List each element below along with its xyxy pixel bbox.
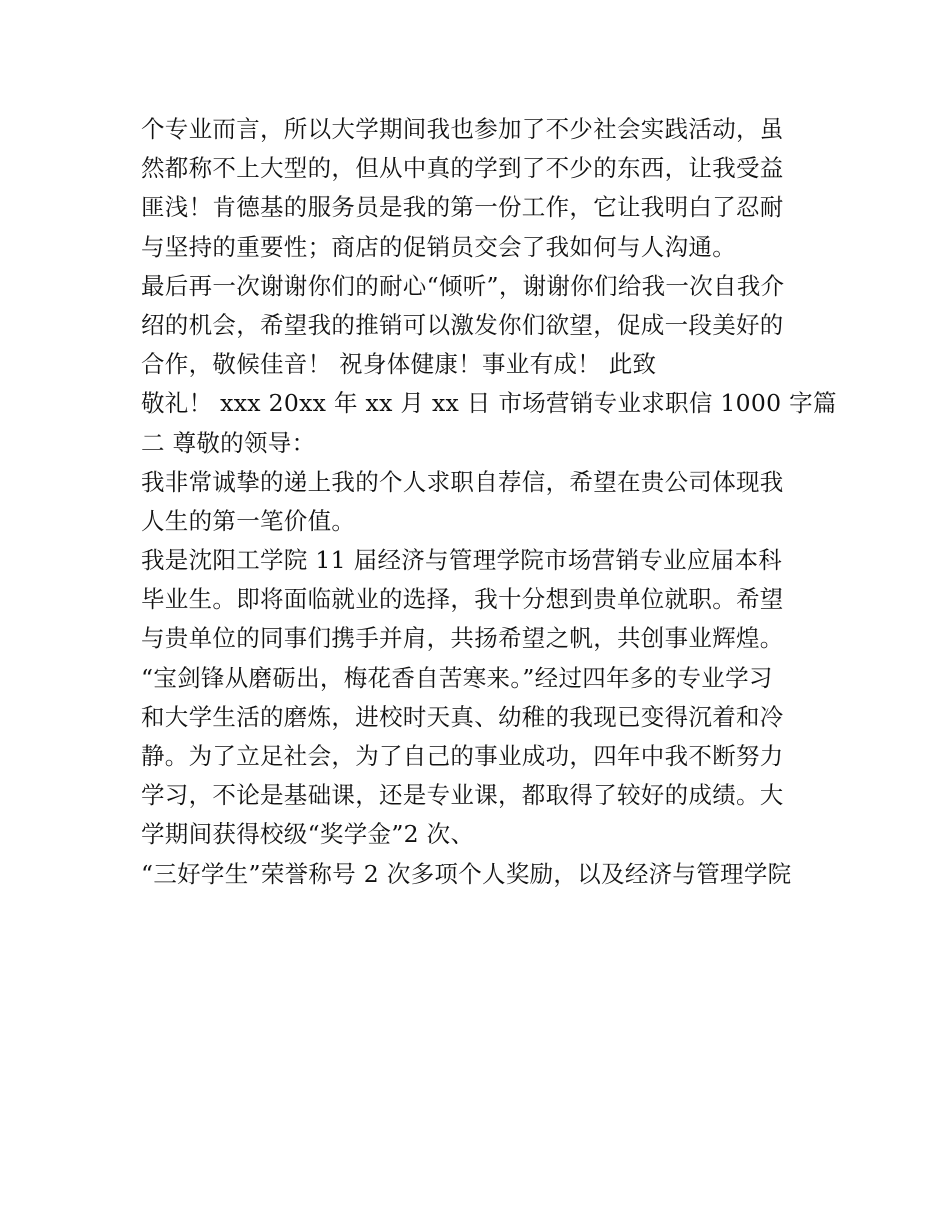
text-line: 我非常诚挚的递上我的个人求职自荐信，希望在贵公司体现我 [141, 467, 784, 496]
text-line: 我是沈阳工学院 11 届经济与管理学院市场营销专业应届本科 [141, 546, 783, 575]
text-line: 和大学生活的磨炼，进校时天真、幼稚的我现已变得沉着和冷 [141, 702, 784, 731]
text-line: 合作，敬候佳音！ 祝身体健康！事业有成！ 此致 [141, 350, 657, 379]
text-line: 最后再一次谢谢你们的耐心“倾听”，谢谢你们给我一次自我介 [141, 271, 785, 300]
text-line: 与坚持的重要性；商店的促销员交会了我如何与人沟通。 [141, 232, 736, 261]
text-line: 然都称不上大型的，但从中真的学到了不少的东西，让我受益 [141, 154, 784, 183]
text-line: 学期间获得校级“奖学金”2 次、 [141, 820, 475, 849]
text-line: 毕业生。即将面临就业的选择，我十分想到贵单位就职。希望 [141, 585, 784, 614]
text-line: 匪浅！肯德基的服务员是我的第一份工作，它让我明白了忍耐 [141, 193, 784, 222]
text-line: “三好学生”荣誉称号 2 次多项个人奖励，以及经济与管理学院 [141, 859, 792, 888]
text-line: 敬礼！ xxx 20xx 年 xx 月 xx 日 市场营销专业求职信 1000 字篇 [141, 389, 837, 418]
text-line: 绍的机会，希望我的推销可以激发你们欲望，促成一段美好的 [141, 310, 784, 339]
text-line: 学习，不论是基础课，还是专业课，都取得了较好的成绩。大 [141, 781, 784, 810]
text-line: 个专业而言，所以大学期间我也参加了不少社会实践活动，虽 [141, 115, 784, 143]
text-line: 静。为了立足社会，为了自己的事业成功，四年中我不断努力 [141, 742, 784, 770]
text-line: “宝剑锋从磨砺出，梅花香自苦寒来。”经过四年多的专业学习 [141, 663, 773, 692]
text-line: 二 尊敬的领导： [141, 428, 316, 457]
document-body [141, 110, 837, 894]
text-line: 与贵单位的同事们携手并肩，共扬希望之帆，共创事业辉煌。 [141, 624, 784, 653]
text-line: 人生的第一笔价值。 [141, 506, 356, 535]
